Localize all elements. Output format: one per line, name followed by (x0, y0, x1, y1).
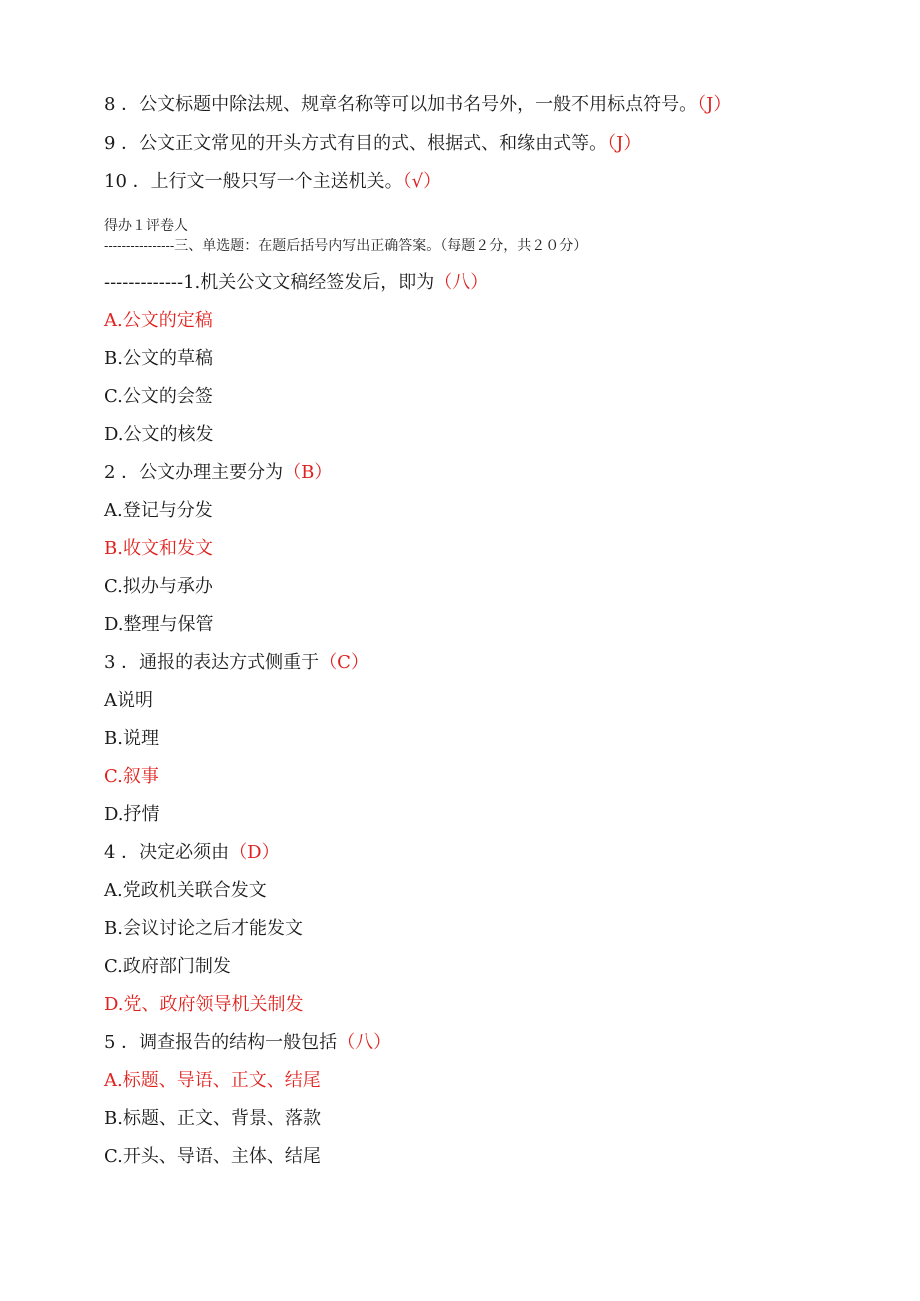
question-stem: 3 ．通报的表达方式侧重于 (104, 652, 320, 673)
question-stem: 2 ．公文办理主要分为 (104, 462, 284, 483)
judgement-item-answer: （J） (697, 94, 732, 115)
question-answer: （八） (337, 1032, 392, 1053)
judgement-item-9 (104, 132, 641, 156)
question-answer: （B） (283, 462, 333, 483)
option-item: A.登记与分发 (104, 500, 213, 521)
question-5-stem (104, 1031, 391, 1055)
question-2-stem (104, 461, 332, 485)
option-item: C.政府部门制发 (104, 956, 231, 977)
judgement-item-text: 9 ．公文正文常见的开头方式有目的式、根据式、和缘由式等。 (104, 133, 608, 154)
option-item: B.收文和发文 (104, 538, 213, 559)
question-stem: 5 ．调查报告的结构一般包括 (104, 1032, 338, 1053)
option-item: D.整理与保管 (104, 614, 214, 635)
question-answer: （C） (319, 652, 369, 673)
section-title-dashes: ---------------- (104, 239, 175, 254)
judgement-item-text: 10 ．上行文一般只写一个主送机关。 (104, 171, 403, 192)
option-item: B.会议讨论之后才能发文 (104, 918, 303, 939)
question-stem: 1.机关公文文稿经签发后，即为 (183, 272, 435, 293)
option-item: A说明 (104, 690, 153, 711)
question-4-stem (104, 841, 280, 865)
judgement-item-answer: （√） (402, 171, 442, 192)
option-item: A.公文的定稿 (104, 310, 213, 331)
judgement-item-answer: （J） (607, 133, 642, 154)
option-item: D.党、政府领导机关制发 (104, 994, 304, 1015)
question-1-stem (104, 271, 488, 295)
option-item: C.公文的会签 (104, 386, 213, 407)
option-item: C.开头、导语、主体、结尾 (104, 1146, 321, 1167)
question-prefix: ------------- (104, 272, 184, 293)
section-title (104, 237, 587, 256)
option-item: D.公文的核发 (104, 424, 214, 445)
option-item: D.抒情 (104, 804, 160, 825)
question-answer: （D） (229, 842, 280, 863)
option-item: A.标题、导语、正文、结尾 (104, 1070, 321, 1091)
question-answer: （八） (434, 272, 489, 293)
option-item: B.说理 (104, 728, 159, 749)
option-item: B.标题、正文、背景、落款 (104, 1108, 321, 1129)
question-stem: 4 ．决定必须由 (104, 842, 230, 863)
option-item: A.党政机关联合发文 (104, 880, 267, 901)
judgement-item-text: 8 ．公文标题中除法规、规章名称等可以加书名号外，一般不用标点符号。 (104, 94, 698, 115)
option-item: C.拟办与承办 (104, 576, 213, 597)
question-3-stem (104, 651, 369, 675)
option-item: B.公文的草稿 (104, 348, 213, 369)
judgement-item-8 (104, 93, 731, 117)
option-item: C.叙事 (104, 766, 159, 787)
score-header: 得办１评卷人 (104, 218, 188, 234)
section-title-text: 三、单选题：在题后括号内写出正确答案。（每题２分，共２０分） (174, 238, 588, 254)
judgement-item-10 (104, 170, 441, 194)
